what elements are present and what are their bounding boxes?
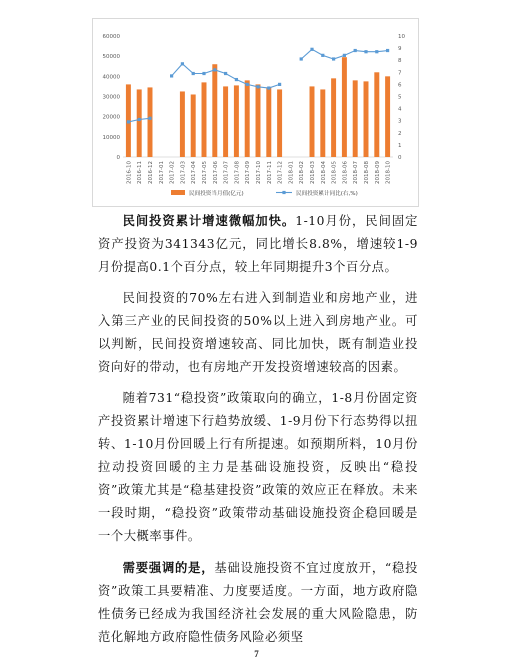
bar [266, 87, 271, 157]
page-number: 7 [254, 649, 259, 659]
x-tick-label: 2018-03 [310, 161, 316, 184]
line-point [332, 57, 335, 60]
x-tick-label: 2017-04 [191, 161, 198, 184]
chart-figure [92, 18, 419, 207]
x-tick-label: 2016-10 [126, 161, 133, 184]
x-tick-label: 2018-10 [385, 161, 392, 184]
x-tick-label: 2018-04 [320, 161, 327, 184]
x-tick-label: 2017-06 [212, 161, 219, 184]
line-point [386, 49, 389, 52]
bar [234, 85, 239, 157]
bar [148, 87, 153, 157]
bar [342, 57, 347, 157]
y-right-tick-label: 4 [398, 106, 402, 113]
y-left-tick-label: 0 [116, 155, 120, 161]
line-point [213, 68, 216, 71]
x-tick-label: 2017-07 [223, 161, 230, 184]
paragraph-2 [98, 287, 418, 379]
bar [277, 89, 282, 157]
x-tick-label: 2016-12 [148, 161, 154, 184]
y-right-tick-label: 1 [398, 142, 402, 149]
x-tick-label: 2017-03 [180, 161, 187, 184]
x-tick-label: 2018-02 [299, 161, 306, 184]
y-left-tick-label: 20000 [102, 114, 120, 121]
line-point [192, 72, 195, 75]
paragraph-2-text: 民间投资的70%左右进入到制造业和房地产业，进入第三产业的民间投资的50%以上进入到房地产业。可以判断，民间投资增速较高、同比加快，既有制造业投资向好的带动，也有房地产开发投资增速较高的因素。 [98, 291, 418, 374]
bar-line-chart [93, 19, 418, 206]
x-tick-label: 2018-08 [364, 161, 370, 184]
body-text [98, 209, 418, 657]
line-point [321, 54, 324, 57]
x-tick-label: 2016-11 [137, 161, 144, 184]
y-right-tick-label: 8 [398, 58, 402, 65]
x-tick-label: 2017-09 [245, 161, 252, 184]
y-left-tick-label: 10000 [102, 134, 120, 141]
y-left-tick-label: 60000 [102, 34, 120, 40]
y-right-tick-label: 2 [398, 130, 402, 137]
x-tick-label: 2017-02 [169, 161, 176, 184]
line-point [246, 83, 249, 86]
paragraph-3-text: 随着731“稳投资”政策取向的确立，1-8月份固定资产投资累计增速下行趋势放缓、1-9月份下行态势得以扭转、1-10月份回暖上行有所提速。如预期所料，10月份拉动投资回暖的主力是基础设施投资，反映出“稳投资”政策尤其是“稳基建投资”政策的效应正在释放。未来一段时期，“稳投资”政策带动基础设施投资企稳回暖是一个大概率事件。 [98, 391, 418, 543]
paragraph-1-lead: 民间投资累计增速微幅加快。 [122, 213, 296, 228]
line-point [375, 50, 378, 53]
x-tick-label: 2018-01 [288, 161, 295, 184]
line-point [127, 120, 130, 123]
bar [223, 86, 228, 157]
y-right-tick-label: 6 [398, 82, 402, 89]
bar [320, 89, 325, 157]
bar [385, 76, 390, 157]
x-tick-label: 2018-09 [374, 161, 381, 184]
x-tick-label: 2018-05 [331, 161, 338, 184]
bar [137, 89, 142, 157]
x-tick-label: 2017-05 [202, 161, 208, 184]
bar [331, 78, 336, 157]
bar [202, 82, 207, 157]
y-left-tick-label: 40000 [102, 74, 120, 81]
line-point [148, 117, 151, 120]
bar [245, 80, 250, 157]
line-point [256, 85, 259, 88]
legend-marker-line [282, 191, 285, 194]
y-right-tick-label: 5 [398, 94, 402, 101]
line-point [170, 74, 173, 77]
y-right-tick-label: 7 [398, 70, 402, 77]
x-tick-label: 2017-10 [256, 161, 262, 184]
bar [310, 86, 315, 157]
line-point [300, 57, 303, 60]
series-line [172, 64, 280, 88]
y-right-tick-label: 3 [398, 118, 402, 125]
x-tick-label: 2017-08 [234, 161, 241, 184]
x-tick-label: 2018-06 [342, 161, 349, 184]
bar [191, 94, 196, 157]
y-right-tick-label: 10 [398, 34, 405, 40]
line-point [354, 49, 357, 52]
y-right-tick-label: 0 [398, 155, 402, 161]
y-right-tick-label: 9 [398, 46, 402, 53]
y-left-tick-label: 50000 [102, 54, 120, 61]
x-tick-label: 2017-12 [277, 161, 284, 184]
paragraph-4-text: 基础设施投资不宜过度放开，“稳投资”政策工具要精准、力度要适度。一方面，地方政府隐性债务已经成为我国经济社会发展的重大风险隐患，防范化解地方政府隐性债务风险必须坚 [98, 561, 418, 644]
paragraph-1-text: 1-10月份，民间固定资产投资为341343亿元，同比增长8.8%，增速较1-9月份提高0.1个百分点，较上年同期提升3个百分点。 [98, 214, 418, 274]
line-point [343, 54, 346, 57]
paragraph-4-lead: 需要强调的是， [122, 560, 215, 575]
line-point [310, 48, 313, 51]
bar [374, 72, 379, 157]
legend-swatch-bars [171, 190, 185, 195]
bar [256, 84, 261, 157]
legend-label-line: 民间投资累计同比(右,%) [296, 191, 358, 197]
legend-label-bars: 民间投资当月值(亿元) [189, 191, 244, 197]
x-tick-label: 2017-01 [158, 161, 165, 184]
line-point [138, 118, 141, 121]
line-point [202, 72, 205, 75]
x-tick-label: 2017-11 [266, 161, 273, 184]
y-left-tick-label: 30000 [102, 94, 120, 101]
paragraph-4 [98, 556, 418, 649]
bar [212, 64, 217, 157]
line-point [235, 78, 238, 81]
x-tick-label: 2018-07 [353, 161, 360, 184]
line-point [224, 72, 227, 75]
paragraph-1 [98, 209, 418, 279]
line-point [267, 86, 270, 89]
line-point [364, 50, 367, 53]
line-point [278, 83, 281, 86]
bar [353, 80, 358, 157]
bar [180, 91, 185, 157]
bar [364, 81, 369, 157]
line-point [181, 62, 184, 65]
paragraph-3 [98, 387, 418, 548]
